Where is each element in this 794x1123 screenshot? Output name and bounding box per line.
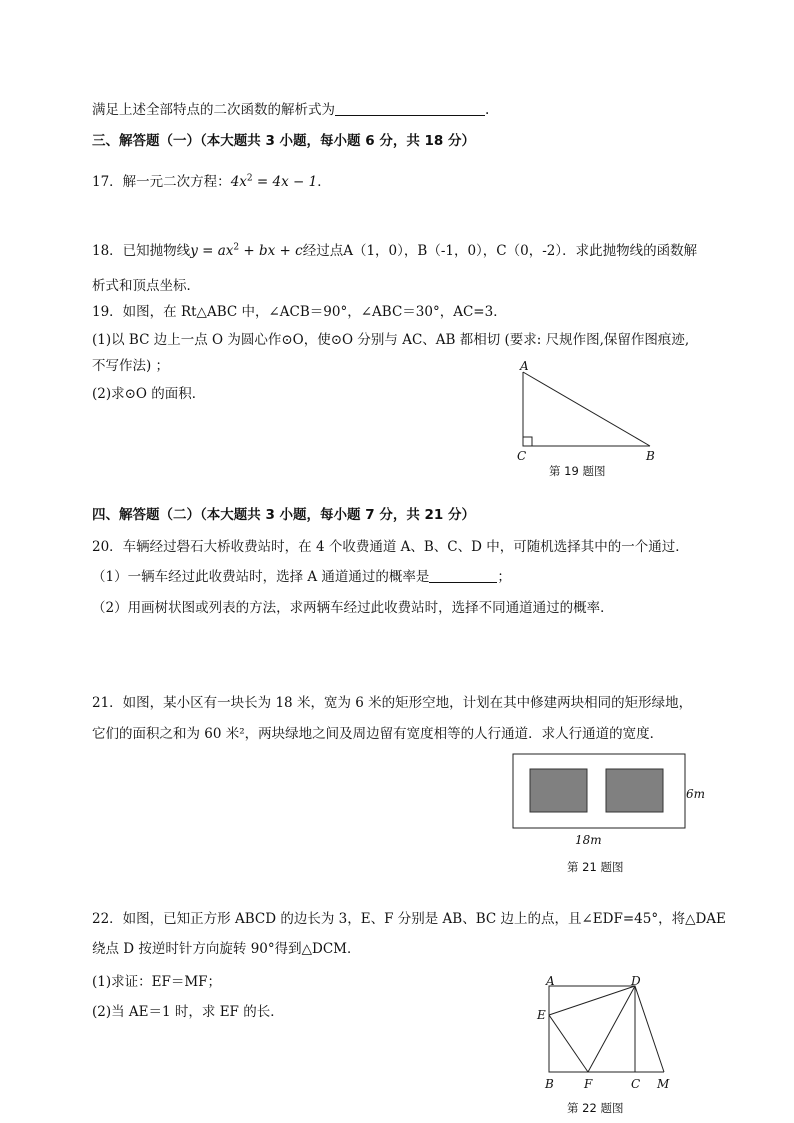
q22-line-3: (1)求证：EF＝MF； [92, 974, 222, 990]
q19-line-4: (2)求⊙O 的面积． [92, 386, 206, 402]
q22-line-2: 绕点 D 按逆时针方向旋转 90°得到△DCM． [92, 941, 361, 957]
q18-line-1: 18．已知抛物线$y = ax^2$ + bx + c经过点A（1，0），B（-1，0），C（0，-2）．求此抛物线的函数解 [92, 242, 698, 259]
q21-caption: 第 21 题图 [567, 860, 624, 874]
q20-line-1: 20．车辆经过礐石大桥收费站时，在 4 个收费通道 A、B、C、D 中，可随机选择其中的一个通过． [92, 539, 689, 555]
q18-expr: y = ax [190, 243, 234, 259]
q19-line-1: 19．如图，在 Rt△ABC 中，∠ACB＝90°，∠ABC＝30°，AC=3． [92, 304, 507, 320]
q19-right-angle-mark [523, 437, 532, 446]
q18-expr2: + bx + c [239, 243, 303, 259]
q22-label-e: E [537, 1008, 546, 1022]
q19-label-b: B [646, 449, 655, 463]
q22-square-figure [530, 975, 680, 1095]
q21-green-plot-right [606, 769, 663, 812]
q18-mid: 经过点 [302, 243, 344, 259]
q21-line-1: 21．如图，某小区有一块长为 18 米，宽为 6 米的矩形空地，计划在其中修建两块相同的矩形绿地， [92, 695, 693, 711]
q18-prefix: 18．已知抛物线 [92, 243, 191, 259]
q18-points: A（1，0），B（-1，0），C（0，-2） [343, 243, 563, 259]
q16-tail-text: 满足上述全部特点的二次函数的解析式为 [92, 102, 335, 118]
q18-tail: ．求此抛物线的函数解 [562, 243, 698, 259]
q22-line-4: (2)当 AE＝1 时，求 EF 的长． [92, 1004, 284, 1020]
q22-square-abcd [549, 986, 635, 1072]
q20-line-3: （2）用画树状图或列表的方法，求两辆车经过此收费站时，选择不同通道通过的概率． [92, 600, 614, 616]
q22-line-1: 22．如图，已知正方形 ABCD 的边长为 3，E、F 分别是 AB、BC 边上的点，且∠EDF=45°，将△DAE [92, 911, 726, 927]
q22-label-b: B [545, 1077, 554, 1091]
q22-label-d: D [631, 975, 641, 988]
q20-part1-end: ； [497, 569, 511, 585]
q22-label-f: F [584, 1077, 593, 1091]
q21-green-plot-left [530, 769, 587, 812]
q17-end: ． [317, 174, 331, 190]
q21-rectangle-figure [508, 750, 718, 835]
q19-triangle-figure [510, 358, 670, 463]
q19-label-c: C [517, 449, 527, 463]
q19-line-3: 不写作法) ； [92, 358, 170, 374]
q19-label-a: A [520, 359, 529, 373]
q22-segment-df [588, 986, 635, 1072]
q16-answer-blank[interactable] [335, 101, 485, 116]
section-4-title: 四、解答题（二）（本大题共 3 小题，每小题 7 分，共 21 分） [92, 507, 476, 523]
q20-part1: （1）一辆车经过此收费站时，选择 A 通道通过的概率是 [92, 569, 430, 585]
q19-line-2: (1)以 BC 边上一点 O 为圆心作⊙O，使⊙O 分别与 AC、AB 都相切 (要求: 尺规作图,保留作图痕迹, [92, 332, 690, 348]
q22-label-m: M [657, 1077, 670, 1091]
q18-line-2: 析式和顶点坐标． [92, 278, 200, 294]
q20-answer-blank[interactable] [429, 568, 497, 583]
q22-caption: 第 22 题图 [567, 1101, 624, 1115]
q22-label-c: C [631, 1077, 641, 1091]
q17-eq-left: 4x [230, 174, 247, 190]
q21-width-label: 6m [686, 787, 706, 801]
q20-line-2 [92, 567, 511, 587]
q19-side-ab [523, 372, 650, 446]
q22-segment-dm [635, 986, 664, 1072]
q21-line-2: 它们的面积之和为 60 米²，两块绿地之间及周边留有宽度相等的人行通道．求人行通道的宽度． [92, 726, 664, 742]
q16-tail-end: . [485, 102, 490, 118]
q17-eq-right: = 4x − 1 [252, 174, 318, 190]
q22-segment-ef [549, 1015, 588, 1072]
section-3-title: 三、解答题（一）（本大题共 3 小题，每小题 6 分，共 18 分） [92, 133, 476, 149]
q22-segment-de [549, 986, 635, 1015]
q21-length-label: 18m [575, 833, 602, 847]
q22-label-a: A [546, 975, 555, 988]
q19-caption: 第 19 题图 [549, 464, 606, 478]
q16-tail-line [92, 100, 489, 120]
q17-line: 17．解一元二次方程：$4x^2 = 4x - 1$． [92, 173, 331, 190]
q17-prefix: 17．解一元二次方程： [92, 174, 231, 190]
